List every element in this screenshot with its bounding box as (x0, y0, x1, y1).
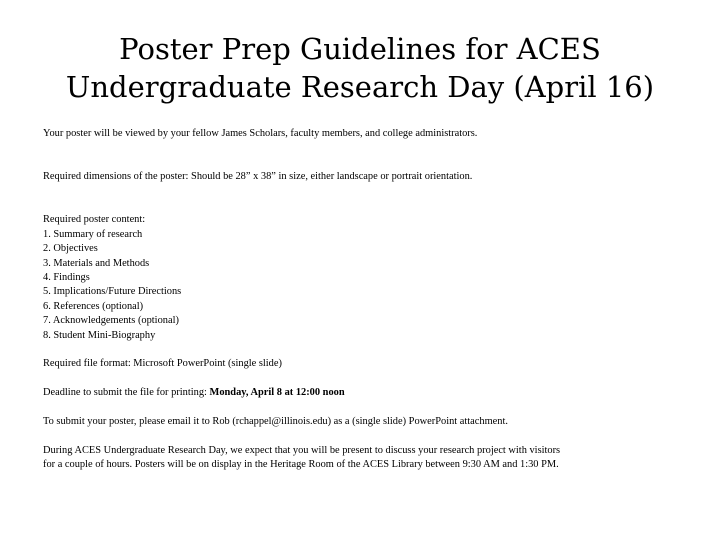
viewers-paragraph: Your poster will be viewed by your fellow James Scholars, faculty members, and college administrators. (43, 128, 478, 139)
submit-paragraph: To submit your poster, please email it to Rob (rchappel@illinois.edu) as a (single slide) PowerPoint attachment. (43, 416, 508, 428)
spacer (43, 401, 683, 415)
spacer (43, 199, 683, 213)
file-format-paragraph: Required file format: Microsoft PowerPoint (single slide) (43, 358, 282, 370)
list-item: 3. Materials and Methods (43, 257, 150, 269)
list-item: 7. Acknowledgements (optional) (43, 315, 179, 327)
spacer (43, 343, 683, 357)
list-item: 6. References (optional) (43, 300, 144, 312)
list-item: 5. Implications/Future Directions (43, 286, 182, 298)
list-item: 2. Objectives (43, 243, 98, 255)
presence-line-2: for a couple of hours. Posters will be on display in the Heritage Room of the ACES Library between 9:30 AM and 1:30 PM. (43, 459, 559, 471)
guidelines-body (43, 127, 683, 473)
content-list (43, 228, 683, 343)
presence-paragraph (43, 444, 683, 473)
dimensions-paragraph: Required dimensions of the poster: Should be 28” x 38” in size, either landscape or portrait orientation. (43, 171, 473, 183)
deadline-value: Monday, April 8 at 12:00 noon (209, 387, 345, 399)
deadline-paragraph (43, 386, 683, 400)
spacer (43, 429, 683, 443)
title-line-2: Undergraduate Research Day (April 16) (65, 70, 655, 104)
page-title (60, 30, 660, 106)
spacer (43, 156, 683, 170)
spacer (43, 185, 683, 199)
presence-line-1: During ACES Undergraduate Research Day, we expect that you will be present to discuss your research project with visitors (43, 444, 561, 456)
spacer (43, 372, 683, 386)
content-heading: Required poster content: (43, 214, 146, 226)
deadline-label: Deadline to submit the file for printing: (43, 387, 210, 399)
spacer (43, 141, 683, 155)
list-item: 8. Student Mini-Biography (43, 329, 156, 341)
list-item: 1. Summary of research (43, 228, 143, 240)
title-line-1: Poster Prep Guidelines for ACES (119, 32, 601, 66)
list-item: 4. Findings (43, 272, 90, 283)
